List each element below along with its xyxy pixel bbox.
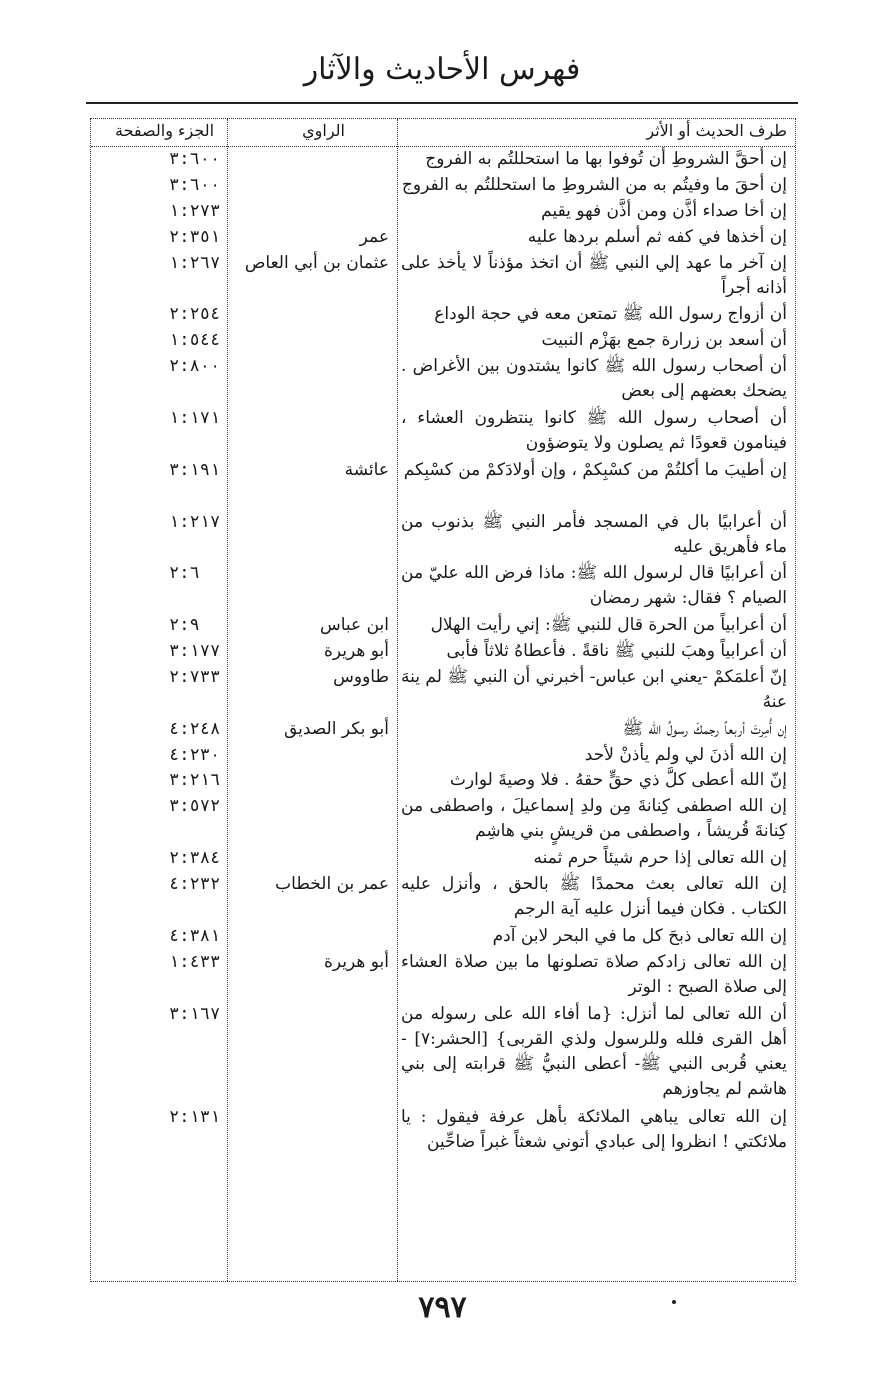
- narrator: عمر: [359, 226, 389, 247]
- hadith-text: أن أزواج رسول الله ﷺ تمتعن معه في حجة الوداع: [434, 304, 787, 325]
- volume-page-ref: ٣:٦٠٠: [169, 149, 221, 169]
- hadith-text: أن أصحاب رسول الله ﷺ كانوا يشتدون بين الأغراض . يضحك بعضهم إلى بعض: [401, 356, 787, 402]
- table-row: [91, 1105, 795, 1183]
- volume-page-ref: ٣:٢١٦: [169, 770, 221, 791]
- hadith-text: إن أخا صداء أذَّن ومن أذَّن فهو يقيم: [541, 200, 787, 221]
- narrator: طاووس: [333, 666, 389, 687]
- table-row: [91, 743, 795, 769]
- table-row: [91, 147, 795, 173]
- table-row: [91, 717, 795, 743]
- hadith-text: إن الله تعالى ذبحَ كل ما في البحر لابن آدم: [492, 925, 787, 946]
- table-row: [91, 225, 795, 251]
- table-row: [91, 328, 795, 354]
- hadith-text: أن أعرابياً من الحرة قال للنبي ﷺ: إني رأيت الهلال: [430, 615, 787, 636]
- volume-page-ref: ٣:١٩١: [169, 459, 221, 480]
- narrator: ابن عباس: [319, 615, 389, 636]
- table-header: [91, 119, 795, 147]
- volume-page-ref: ٢:٣٥١: [169, 226, 221, 247]
- volume-page-ref: ٣:١٧٧: [169, 641, 221, 662]
- hadith-text: إن أطيبَ ما أكلتُمْ من كسْبِكمْ ، وإن أولادَكمْ من كسْبِكم: [403, 459, 787, 480]
- hadith-text: إن أخذها في كفه ثم أسلم بردها عليه: [527, 226, 787, 247]
- table-row: [91, 561, 795, 613]
- volume-page-ref: ٢:٣٨٤: [169, 848, 221, 869]
- hadith-text: إن الله أذنَ لي ولم يأذنْ لأحد: [584, 744, 787, 765]
- header-narrator: الراوي: [302, 121, 345, 140]
- volume-page-ref: ٤:٣٨١: [169, 925, 221, 946]
- hadith-text: إنّ أعلمَكمْ -يعني ابن عباس- أخبرني أن النبي ﷺ لم ينهَ عنهُ: [401, 666, 787, 712]
- volume-page-ref: ٣:٥٧٢: [169, 796, 221, 817]
- volume-page-ref: ٤:٢٣٢: [169, 874, 221, 895]
- table-row: [91, 639, 795, 665]
- table-row: [91, 458, 795, 510]
- volume-page-ref: ٢:٨٠٠: [169, 356, 221, 377]
- narrator: أبو هريرة: [323, 641, 389, 662]
- hadith-text: أن أعرابيًا قال لرسول الله ﷺ: ماذا فرض الله عليّ من الصيام ؟ فقال: شهر رمضان: [401, 563, 787, 609]
- hadith-text: إنّ الله أعطى كلَّ ذي حقٍّ حقهُ . فلا وصيةَ لوارث: [449, 770, 787, 791]
- header-ref: الجزء والصفحة: [115, 121, 215, 140]
- hadith-text: أن أعرابيًا بال في المسجد فأمر النبي ﷺ بذنوب من ماء فأهريق عليه: [401, 511, 787, 557]
- table-row: [91, 768, 795, 794]
- table-row: [91, 406, 795, 458]
- header-text: طرف الحديث أو الأثر: [646, 121, 787, 140]
- hadith-text: إن آخر ما عهد إلي النبي ﷺ أن اتخذ مؤذناً لا يأخذ على أذانه أجراً: [401, 252, 787, 298]
- title-rule: [86, 102, 798, 104]
- hadith-text: إن أحقَ ما وفيتُم به من الشروطِ ما استحللتُم به الفروج: [401, 174, 787, 195]
- page-dot: [672, 1300, 676, 1304]
- volume-page-ref: ٢:٢٥٤: [169, 304, 221, 325]
- table-row: [91, 924, 795, 950]
- volume-page-ref: ٢:٦: [169, 563, 200, 584]
- table-row: [91, 173, 795, 199]
- table-row: [91, 872, 795, 924]
- volume-page-ref: ١:٥٤٤: [169, 330, 221, 351]
- hadith-text: إن الله تعالى زادكم صلاة تصلونها ما بين صلاة العشاء إلى صلاة الصبح : الوتر: [401, 951, 787, 997]
- hadith-text: إن أحقَّ الشروطِ أن تُوفوا بها ما استحللتُم به الفروج: [425, 149, 787, 169]
- volume-page-ref: ٤:٢٤٨: [169, 718, 221, 739]
- table-row: [91, 251, 795, 303]
- table-row: [91, 665, 795, 717]
- table-row: [91, 510, 795, 562]
- narrator: أبو بكر الصديق: [283, 718, 389, 739]
- page-title: فهرس الأحاديث والآثار: [303, 52, 581, 87]
- volume-page-ref: ١:٢٦٧: [169, 252, 221, 273]
- hadith-text: إن الله تعالى بعث محمدًا ﷺ بالحق ، وأنزل عليه الكتاب . فكان فيما أنزل عليه آية الرجم: [401, 874, 787, 920]
- table-row: [91, 1002, 795, 1106]
- volume-page-ref: ١:٢٧٣: [169, 200, 221, 221]
- hadith-text: أن أعرابياً وهبَ للنبي ﷺ ناقةً . فأعطاهُ ثلاثاً فأبى: [446, 641, 787, 662]
- hadith-text: إن أُمِرتَ أربعاً رجمكَ رسولُ الله ﷺ: [622, 718, 787, 739]
- table-body: [91, 147, 795, 1281]
- volume-page-ref: ٣:١٦٧: [169, 1003, 221, 1024]
- table-row: [91, 613, 795, 639]
- hadith-text: إن الله اصطفى كِنانةَ مِن ولدِ إسماعيلَ ، واصطفى من كِنانةَ قُريشاً ، واصطفى من قريشٍ بني هاشِم: [401, 796, 787, 842]
- volume-page-ref: ٤:٢٣٠: [169, 744, 221, 765]
- volume-page-ref: ١:٤٣٣: [169, 951, 221, 972]
- page-number: ٧٩٧: [418, 1290, 467, 1325]
- index-table: [90, 118, 796, 1282]
- narrator: عمر بن الخطاب: [275, 874, 389, 895]
- table-row: [91, 354, 795, 406]
- volume-page-ref: ٣:٦٠٠: [169, 174, 221, 195]
- narrator: أبو هريرة: [323, 951, 389, 972]
- hadith-text: إن الله تعالى إذا حرم شيئاً حرم ثمنه: [533, 848, 787, 869]
- volume-page-ref: ١:٢١٧: [169, 511, 221, 532]
- table-row: [91, 199, 795, 225]
- hadith-text: أن أصحاب رسول الله ﷺ كانوا ينتظرون العشاء ، فينامون قعودًا ثم يصلون ولا يتوضؤون: [401, 407, 787, 453]
- narrator: عائشة: [344, 459, 389, 480]
- narrator: عثمان بن أبي العاص: [244, 252, 389, 273]
- volume-page-ref: ٢:٧٣٣: [169, 666, 221, 687]
- table-row: [91, 846, 795, 872]
- volume-page-ref: ١:١٧١: [169, 407, 221, 428]
- hadith-text: أن الله تعالى لما أنزل: {ما أفاء الله على رسوله من أهل القرى فلله وللرسول ولذي القربى} [الحشر:٧] - يعني قُربى النبي ﷺ- أعطى النبيُّ ﷺ قرابته إلى بني هاشم لم يجاوزهم: [401, 1003, 787, 1099]
- table-row: [91, 794, 795, 846]
- hadith-text: أن أسعد بن زرارة جمع بهَزْم النبيت: [541, 330, 787, 351]
- volume-page-ref: ٢:١٣١: [169, 1107, 221, 1128]
- table-row: [91, 302, 795, 328]
- volume-page-ref: ٢:٩: [169, 615, 200, 636]
- table-row: [91, 950, 795, 1002]
- hadith-text: إن الله تعالى يباهي الملائكة بأهل عرفة فيقول : يا ملائكتي ! انظروا إلى عبادي أتوني شعثاً غبراً ضاحِّين: [401, 1107, 787, 1153]
